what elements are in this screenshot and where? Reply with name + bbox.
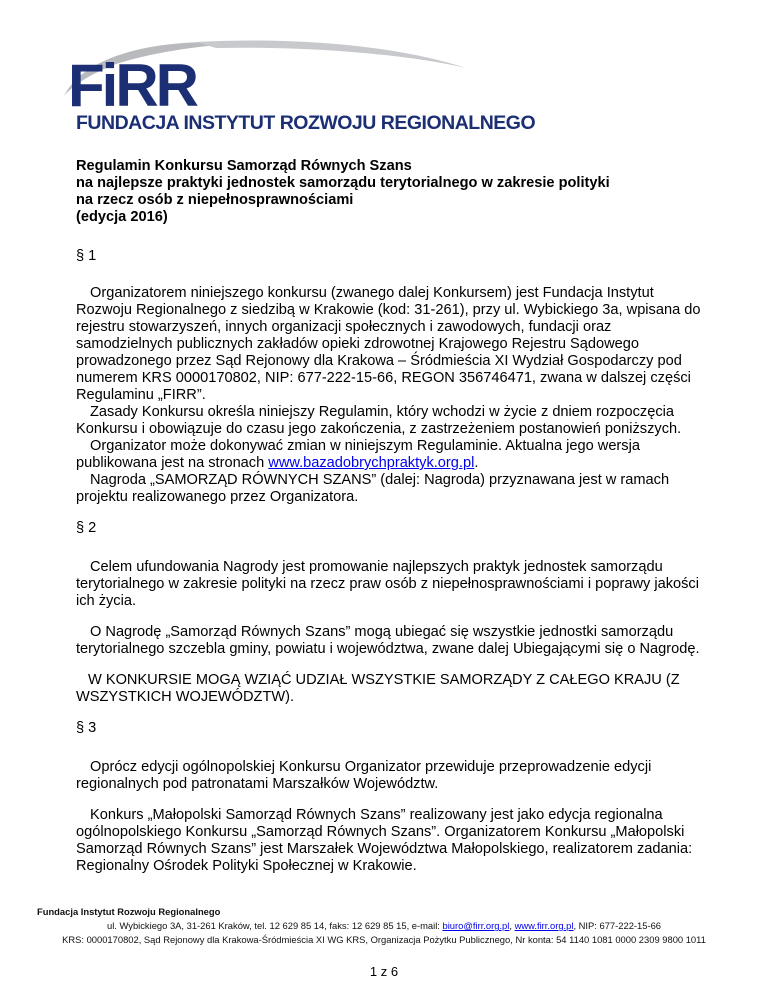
paragraph: Zasady Konkursu określa niniejszy Regulamin, który wchodzi w życie z dniem rozpoczęcia Konkursu i obowiązuje do czasu jego zakończenia, z zastrzeżeniem postanowień poniższych. bbox=[76, 404, 682, 437]
paragraph bbox=[76, 438, 706, 472]
paragraph: Konkurs „Małopolski Samorząd Równych Szans” realizowany jest jako edycja regionalna ogólnopolskiego Konkursu „Samorząd Równych Szans”. Organizatorem Konkursu „Małopolski Samorząd Równych Szans” jest Marszałek Województwa Małopolskiego, realizatorem zadania: Regionalny Ośrodek Polityki Społecznej w Krakowie. bbox=[76, 807, 693, 874]
title-line: Regulamin Konkursu Samorząd Równych Szans bbox=[76, 158, 412, 174]
page-footer bbox=[0, 905, 768, 947]
footer-text: ul. Wybickiego 3A, 31-261 Kraków, tel. 12 629 85 14, faks: 12 629 85 15, e-mail: bbox=[106, 920, 443, 931]
footer-org-name: Fundacja Instytut Rozwoju Regionalnego bbox=[37, 906, 221, 917]
website-link[interactable]: www.bazadobrychpraktyk.org.pl bbox=[268, 455, 475, 471]
footer-website-link[interactable]: www.firr.org.pl bbox=[514, 920, 574, 931]
paragraph: W KONKURSIE MOGĄ WZIĄĆ UDZIAŁ WSZYSTKIE SAMORZĄDY Z CAŁEGO KRAJU (Z WSZYSTKICH WOJEWÓDZTW). bbox=[76, 672, 680, 705]
section-heading: § 3 bbox=[76, 720, 97, 736]
paragraph: Celem ufundowania Nagrody jest promowanie najlepszych praktyk jednostek samorządu terytorialnego w zakresie polityki na rzecz praw osób z niepełnosprawnościami i poprawy jakości ich życia. bbox=[76, 559, 699, 609]
footer-address-line bbox=[0, 919, 768, 933]
document-body bbox=[76, 158, 706, 875]
title-line: na najlepsze praktyki jednostek samorządu terytorialnego w zakresie polityki bbox=[76, 175, 610, 191]
title-line: (edycja 2016) bbox=[76, 209, 168, 225]
paragraph: Oprócz edycji ogólnopolskiej Konkursu Organizator przewiduje przeprowadzenie edycji regionalnych pod patronatami Marszałków Województw. bbox=[76, 759, 652, 792]
title-line: na rzecz osób z niepełnosprawnościami bbox=[76, 192, 354, 208]
paragraph: O Nagrodę „Samorząd Równych Szans” mogą ubiegać się wszystkie jednostki samorządu terytorialnego szczebla gminy, powiatu i województwa, zwane dalej Ubiegającymi się o Nagrodę. bbox=[76, 624, 700, 657]
document-title bbox=[76, 158, 706, 226]
firr-logo bbox=[46, 34, 606, 138]
section-heading: § 2 bbox=[76, 520, 97, 536]
footer-email-link[interactable]: biuro@firr.org.pl bbox=[442, 920, 510, 931]
footer-text: , NIP: 677-222-15-66 bbox=[573, 920, 662, 931]
page-number: 1 z 6 bbox=[369, 964, 399, 979]
logo-tagline: FUNDACJA INSTYTUT ROZWOJU REGIONALNEGO bbox=[76, 112, 536, 134]
section-heading: § 1 bbox=[76, 248, 97, 264]
paragraph-text: Organizator może dokonywać zmian w niniejszym Regulaminie. Aktualna jego wersja publikowana jest na stronach bbox=[76, 438, 640, 471]
paragraph: Organizatorem niniejszego konkursu (zwanego dalej Konkursem) jest Fundacja Instytut Rozwoju Regionalnego z siedzibą w Krakowie (kod: 31-261), przy ul. Wybickiego 3a, wpisana do rejestru stowarzyszeń, innych organizacji społecznych i zawodowych, fundacji oraz samodzielnych publicznych zakładów opieki zdrowotnej Krajowego Rejestru Sądowego prowadzonego przez Sąd Rejonowy dla Krakowa – Śródmieścia XI Wydział Gospodarczy pod numerem KRS 0000170802, NIP: 677-222-15-66, REGON 356746471, zwana w dalszej części Regulaminu „FIRR”. bbox=[76, 285, 701, 403]
paragraph: Nagroda „SAMORZĄD RÓWNYCH SZANS” (dalej: Nagroda) przyznawana jest w ramach projektu realizowanego przez Organizatora. bbox=[76, 472, 670, 505]
logo-wordmark: FiRR bbox=[68, 52, 196, 119]
footer-text: , bbox=[509, 920, 515, 931]
footer-registry-line: KRS: 0000170802, Sąd Rejonowy dla Krakowa-Śródmieścia XI WG KRS, Organizacja Pożytku Publicznego, Nr konta: 54 1140 1081 0000 2309 9800 1011 bbox=[62, 934, 706, 945]
paragraph-text: . bbox=[474, 455, 479, 471]
